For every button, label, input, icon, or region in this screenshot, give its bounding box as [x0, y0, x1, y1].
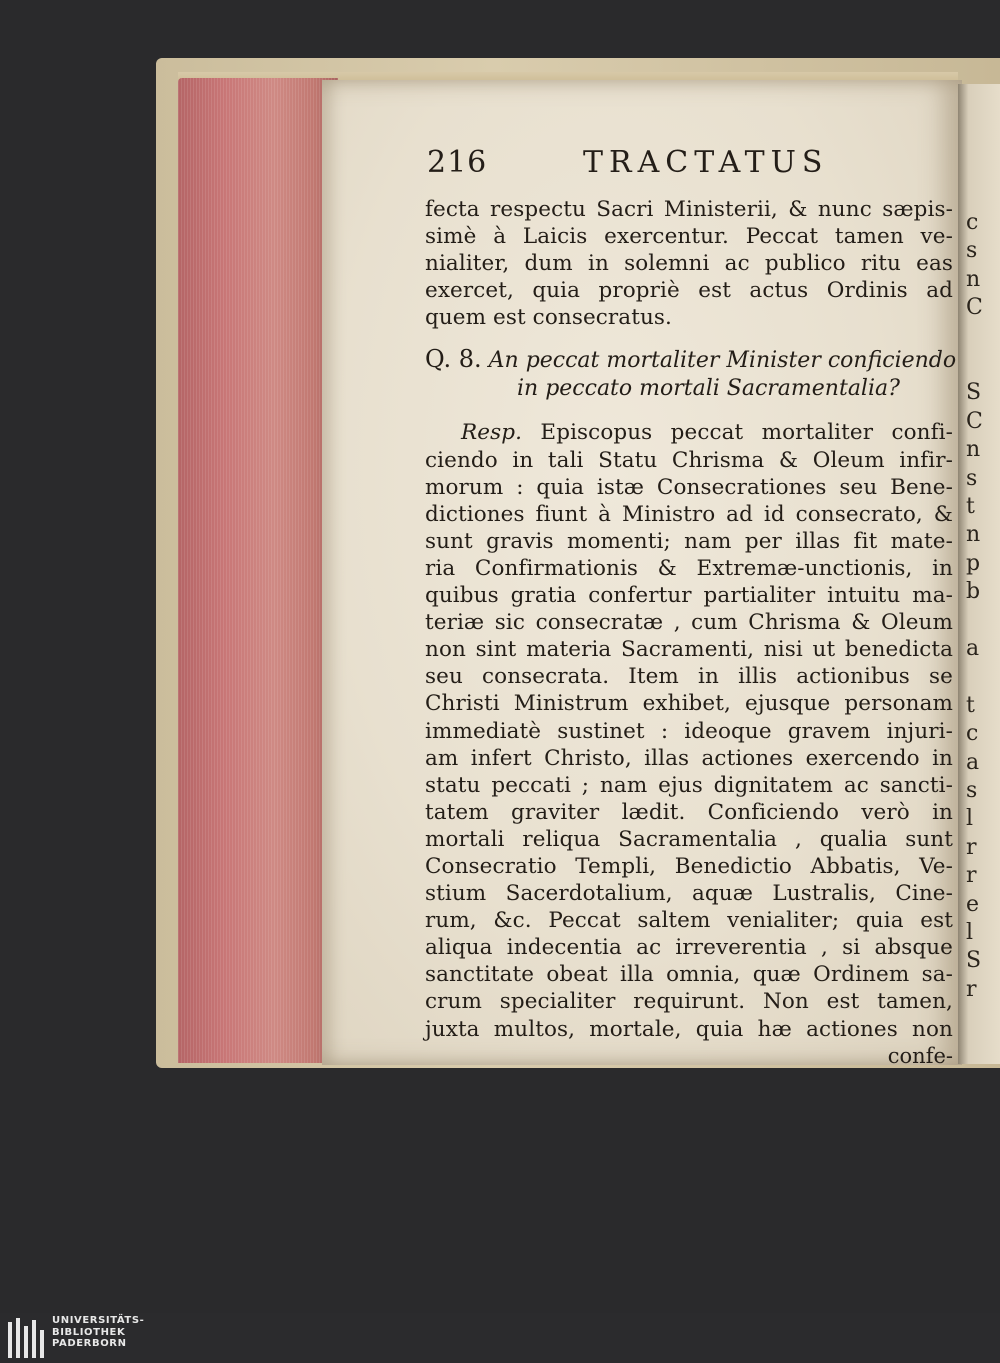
catchword: confe-	[887, 1043, 953, 1068]
response-line: seu consecrata. Item in illis actionibus se	[425, 664, 953, 690]
response-line: non sint materia Sacramenti, nisi ut benedicta	[425, 637, 953, 663]
text-line: exercet, quia propriè est actus Ordinis ad	[425, 278, 953, 304]
next-page-fragment: c	[966, 723, 979, 746]
next-page-fragment: s	[966, 467, 978, 490]
response-first-line	[425, 419, 953, 446]
library-name-line: UNIVERSITÄTS-	[52, 1315, 145, 1326]
next-page-fragment: S	[966, 382, 982, 405]
response-line: tatem graviter lædit. Conficiendo verò in	[425, 799, 953, 825]
next-page-strip	[958, 84, 1000, 1064]
library-name-line: BIBLIOTHEK	[52, 1326, 126, 1338]
question-line-1	[425, 345, 957, 375]
response-line: juxta multos, mortale, quia hæ actiones non	[425, 1016, 953, 1042]
library-logo-icon	[6, 1316, 48, 1360]
next-page-fragment: t	[966, 496, 975, 518]
question-block	[425, 345, 957, 403]
spacer	[425, 403, 953, 419]
next-page-fragment: s	[966, 240, 978, 263]
next-page-fragment: s	[966, 780, 978, 802]
response-line: ciendo in tali Statu Chrisma & Oleum infir-	[425, 447, 953, 473]
next-page-fragment: p	[966, 552, 981, 575]
response-line: statu peccati ; nam ejus dignitatem ac sancti-	[425, 772, 953, 798]
response-line: morum : quia istæ Consecrationes seu Bene-	[425, 474, 953, 500]
page-header	[427, 145, 947, 185]
page-text	[425, 196, 957, 1069]
next-page-fragment: e	[966, 893, 980, 916]
next-page-fragment: C	[966, 410, 983, 433]
next-page-fragment: n	[966, 268, 981, 291]
response-line: stium Sacerdotalium, aquæ Lustralis, Cine-	[425, 881, 953, 907]
text-line: fecta respectu Sacri Ministerii, & nunc sæpis-	[425, 197, 953, 222]
response-line: mortali reliqua Sacramentalia , qualia sunt	[425, 826, 953, 852]
text-line: quem est consecratus.	[425, 305, 672, 331]
library-name-line: PADERBORN	[52, 1338, 127, 1349]
response-line: teriæ sic consecratæ , cum Chrisma & Oleum	[425, 610, 953, 636]
next-page-fragment: c	[966, 212, 979, 234]
response-line: Consecratio Templi, Benedictio Abbatis, Ve-	[425, 853, 953, 879]
next-page-fragment	[966, 610, 1000, 632]
next-page-fragment: S	[966, 950, 982, 973]
response-body	[425, 447, 953, 1043]
running-head: TRACTATUS	[583, 145, 829, 180]
next-page-fragment	[966, 354, 1000, 376]
next-page-fragment: a	[966, 638, 980, 660]
response-line: crum specialiter requirunt. Non est tamen,	[425, 989, 953, 1015]
next-page-fragment: r	[966, 978, 977, 1001]
response-line: quibus gratia confertur partialiter intuitu ma-	[425, 583, 953, 609]
response-line: am infert Christo, illas actiones exercendo in	[425, 745, 953, 771]
response-text: Episcopus peccat mortaliter confi-	[540, 420, 953, 446]
text-line: simè à Laicis exercentur. Peccat tamen ve-	[425, 224, 953, 250]
response-line: rum, &c. Peccat saltem venialiter; quia est	[425, 908, 953, 934]
response-line: aliqua indecentia ac irreverentia , si absque	[425, 935, 953, 961]
next-page-fragment: l	[966, 922, 974, 944]
next-page-fragment: r	[966, 836, 977, 859]
next-page-fragment	[966, 666, 1000, 688]
response-line: sunt gravis momenti; nam per illas fit mate-	[425, 528, 953, 554]
library-name	[52, 1315, 144, 1350]
response-line: ria Confirmationis & Extremæ-unctionis, in	[425, 555, 953, 581]
next-page-fragment: b	[966, 581, 981, 604]
next-page-fragment: n	[966, 439, 981, 462]
question-label: Q. 8.	[425, 345, 482, 374]
response-line: dictiones fiunt à Ministro ad id consecrato, &	[425, 501, 953, 527]
page-number: 216	[427, 145, 488, 180]
text-line: nialiter, dum in solemni ac publico ritu eas	[425, 251, 953, 277]
response-line: Christi Ministrum exhibet, ejusque personam	[425, 691, 953, 717]
footer-bar	[0, 1313, 1000, 1363]
next-page-fragment: a	[966, 751, 980, 774]
next-page-fragment: r	[966, 865, 977, 888]
response-label: Resp.	[461, 420, 523, 446]
next-page-fragment: t	[966, 694, 975, 717]
question-text: An peccat mortaliter Minister conficiendo	[488, 348, 957, 374]
next-page-fragment: C	[966, 297, 983, 320]
next-page-fragment	[966, 326, 1000, 348]
response-line: sanctitate obeat illa omnia, quæ Ordinem sa-	[425, 962, 953, 988]
next-page-fragment: l	[966, 808, 974, 831]
response-line: immediatè sustinet : ideoque gravem injuri-	[425, 718, 953, 744]
question-line-2: in peccato mortali Sacramentalia?	[517, 376, 900, 402]
next-page-fragment: n	[966, 524, 981, 547]
page-fore-edge	[178, 78, 338, 1063]
